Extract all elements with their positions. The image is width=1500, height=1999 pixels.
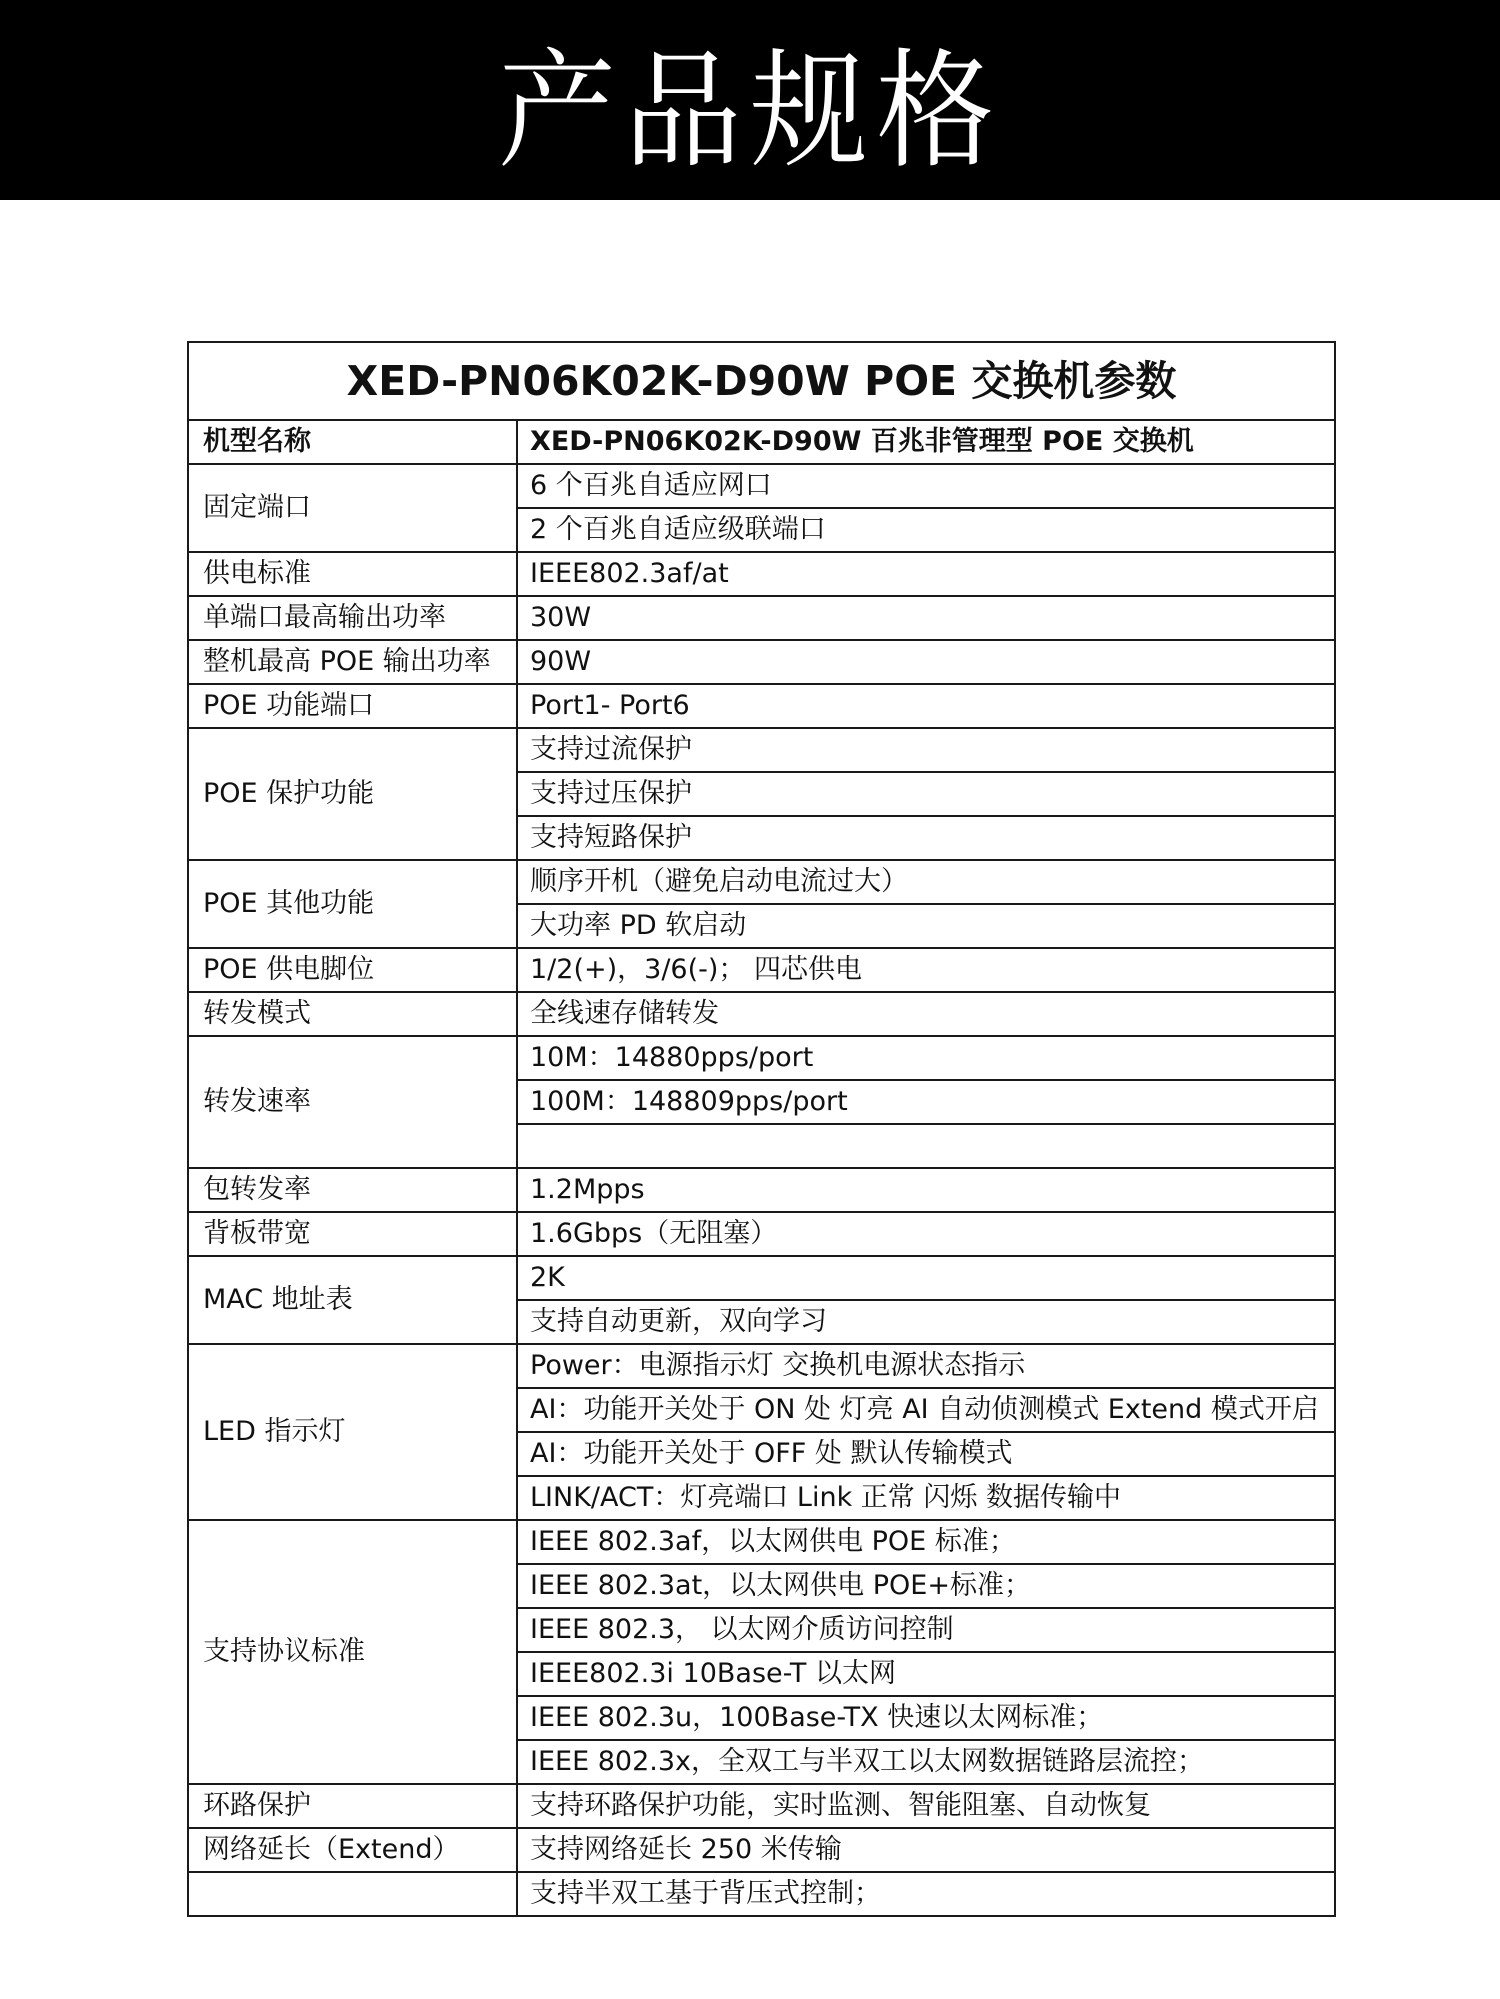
table-row bbox=[188, 948, 1335, 992]
row-label: 支持协议标准 bbox=[188, 1520, 517, 1784]
row-value: 1/2(+)，3/6(-)； 四芯供电 bbox=[517, 948, 1335, 992]
table-row bbox=[188, 640, 1335, 684]
row-label: LED 指示灯 bbox=[188, 1344, 517, 1520]
row-label: 转发速率 bbox=[188, 1036, 517, 1168]
row-label: POE 其他功能 bbox=[188, 860, 517, 948]
row-label: POE 功能端口 bbox=[188, 684, 517, 728]
row-value: LINK/ACT：灯亮端口 Link 正常 闪烁 数据传输中 bbox=[517, 1476, 1335, 1520]
row-value: 支持网络延长 250 米传输 bbox=[517, 1828, 1335, 1872]
table-row bbox=[188, 1784, 1335, 1828]
table-row bbox=[188, 1168, 1335, 1212]
row-value: IEEE802.3i 10Base-T 以太网 bbox=[517, 1652, 1335, 1696]
row-value: AI：功能开关处于 ON 处 灯亮 AI 自动侦测模式 Extend 模式开启 bbox=[517, 1388, 1335, 1432]
row-label: POE 保护功能 bbox=[188, 728, 517, 860]
row-label: 固定端口 bbox=[188, 464, 517, 552]
row-value: Power：电源指示灯 交换机电源状态指示 bbox=[517, 1344, 1335, 1388]
row-label: 包转发率 bbox=[188, 1168, 517, 1212]
row-value: XED-PN06K02K-D90W 百兆非管理型 POE 交换机 bbox=[517, 420, 1335, 464]
row-label: 供电标准 bbox=[188, 552, 517, 596]
page-title: 产品规格 bbox=[497, 36, 1002, 186]
row-value: 支持环路保护功能，实时监测、智能阻塞、自动恢复 bbox=[517, 1784, 1335, 1828]
row-label bbox=[188, 1872, 517, 1916]
row-label: 整机最高 POE 输出功率 bbox=[188, 640, 517, 684]
row-value: IEEE 802.3， 以太网介质访问控制 bbox=[517, 1608, 1335, 1652]
row-label: MAC 地址表 bbox=[188, 1256, 517, 1344]
table-row-model bbox=[188, 420, 1335, 464]
table-row bbox=[188, 860, 1335, 904]
table-row bbox=[188, 684, 1335, 728]
row-value: IEEE 802.3u，100Base-TX 快速以太网标准； bbox=[517, 1696, 1335, 1740]
table-row bbox=[188, 1828, 1335, 1872]
row-value: 支持短路保护 bbox=[517, 816, 1335, 860]
row-value: 1.2Mpps bbox=[517, 1168, 1335, 1212]
table-row bbox=[188, 464, 1335, 508]
table-row bbox=[188, 1036, 1335, 1080]
row-label: 背板带宽 bbox=[188, 1212, 517, 1256]
row-label: 环路保护 bbox=[188, 1784, 517, 1828]
row-label: 机型名称 bbox=[188, 420, 517, 464]
row-value: 支持过压保护 bbox=[517, 772, 1335, 816]
table-row bbox=[188, 1212, 1335, 1256]
row-value: 全线速存储转发 bbox=[517, 992, 1335, 1036]
row-label: POE 供电脚位 bbox=[188, 948, 517, 992]
row-value: AI：功能开关处于 OFF 处 默认传输模式 bbox=[517, 1432, 1335, 1476]
row-value: IEEE802.3af/at bbox=[517, 552, 1335, 596]
row-value: Port1- Port6 bbox=[517, 684, 1335, 728]
row-label: 网络延长（Extend） bbox=[188, 1828, 517, 1872]
row-value: 支持自动更新，双向学习 bbox=[517, 1300, 1335, 1344]
row-value: IEEE 802.3af，以太网供电 POE 标准； bbox=[517, 1520, 1335, 1564]
row-label: 转发模式 bbox=[188, 992, 517, 1036]
row-value: 2K bbox=[517, 1256, 1335, 1300]
row-value: 1.6Gbps（无阻塞） bbox=[517, 1212, 1335, 1256]
table-row bbox=[188, 1256, 1335, 1300]
spec-table bbox=[187, 341, 1336, 1917]
row-value: 支持过流保护 bbox=[517, 728, 1335, 772]
table-row bbox=[188, 552, 1335, 596]
row-value: IEEE 802.3x，全双工与半双工以太网数据链路层流控； bbox=[517, 1740, 1335, 1784]
row-label: 单端口最高输出功率 bbox=[188, 596, 517, 640]
table-title-row bbox=[188, 342, 1335, 420]
row-value: 6 个百兆自适应网口 bbox=[517, 464, 1335, 508]
table-row bbox=[188, 992, 1335, 1036]
table-row bbox=[188, 1872, 1335, 1916]
table-title: XED-PN06K02K-D90W POE 交换机参数 bbox=[188, 342, 1335, 420]
row-value: 2 个百兆自适应级联端口 bbox=[517, 508, 1335, 552]
row-value: 90W bbox=[517, 640, 1335, 684]
table-row bbox=[188, 728, 1335, 772]
header-banner bbox=[0, 0, 1500, 200]
row-value: 30W bbox=[517, 596, 1335, 640]
row-value: 顺序开机（避免启动电流过大） bbox=[517, 860, 1335, 904]
row-value bbox=[517, 1124, 1335, 1168]
row-value: 10M：14880pps/port bbox=[517, 1036, 1335, 1080]
table-row bbox=[188, 596, 1335, 640]
table-row bbox=[188, 1344, 1335, 1388]
row-value: 支持半双工基于背压式控制； bbox=[517, 1872, 1335, 1916]
row-value: 100M：148809pps/port bbox=[517, 1080, 1335, 1124]
row-value: 大功率 PD 软启动 bbox=[517, 904, 1335, 948]
table-row bbox=[188, 1520, 1335, 1564]
row-value: IEEE 802.3at，以太网供电 POE+标准； bbox=[517, 1564, 1335, 1608]
